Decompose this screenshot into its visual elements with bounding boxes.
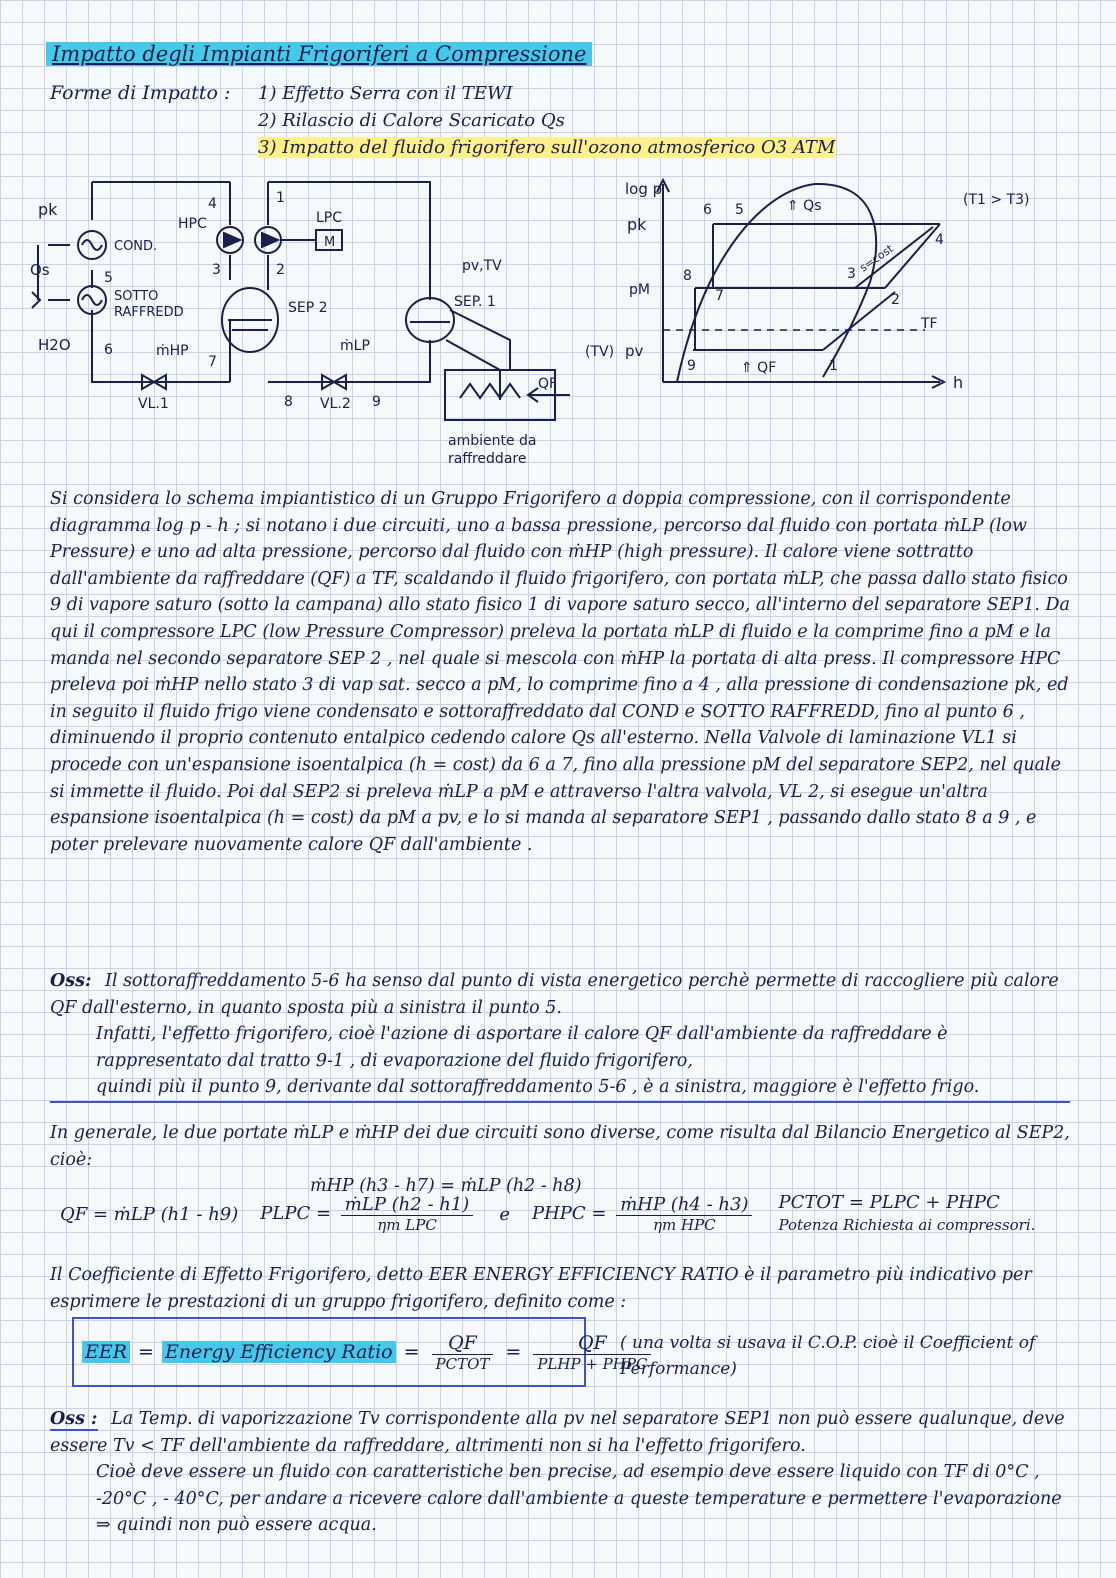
forme-item-3-text: 3) Impatto del fluido frigorifero sull'ozono atmosferico O3 ATM: [258, 137, 836, 158]
schema-hpc-label: HPC: [178, 216, 207, 232]
eer-full-name: Energy Efficiency Ratio: [162, 1341, 396, 1363]
diag-point-8: 8: [683, 268, 692, 284]
diag-t1t3-label: (T1 > T3): [963, 192, 1030, 208]
schema-ambiente-1: ambiente da: [448, 433, 537, 449]
schema-node-9: 9: [372, 394, 381, 410]
schema-node-1: 1: [276, 190, 285, 206]
schema-pk-label: pk: [38, 200, 58, 219]
cop-note: ( una volta si usava il C.O.P. cioè il Coefficient of Performance): [620, 1333, 1036, 1379]
eer-eq-3: =: [505, 1341, 522, 1363]
forme-list: [258, 80, 835, 161]
bilancio-eq: ṁHP (h3 - h7) = ṁLP (h2 - h8): [310, 1176, 582, 1197]
oss-1-text-a: Il sottoraffreddamento 5-6 ha senso dal punto di vista energetico perchè permette di raccogliere più calore QF dall'esterno, in quanto sposta più a sinistra il punto 5.: [50, 971, 1059, 1018]
eer-formula-box: [72, 1317, 648, 1387]
schema-qs-label: Qs: [30, 261, 50, 279]
eer-eq-1: =: [138, 1341, 154, 1363]
schema-qf-label: QF: [538, 376, 558, 392]
diag-tf-label: TF: [921, 316, 938, 332]
schema-node-8: 8: [284, 394, 293, 410]
eer-intro-text: Il Coefficiente di Effetto Frigorifero, detto EER ENERGY EFFICIENCY RATIO è il parametro più indicativo per esprimere le prestazioni di un gruppo frigorifero, definito come :: [50, 1265, 1032, 1312]
diag-point-4: 4: [935, 232, 944, 248]
oss-2-text-a: La Temp. di vaporizzazione Tv corrispondente alla pv nel separatore SEP1 non può essere qualunque, deve essere Tv < TF dell'ambiente da raffreddare, altrimenti non si ha l'effetto frigorifero.: [50, 1409, 1065, 1456]
schema-ambiente-2: raffreddare: [448, 451, 527, 467]
schema-lpc-label: LPC: [316, 210, 343, 226]
diag-point-6: 6: [703, 202, 712, 218]
formula-ptot-block: [778, 1192, 1035, 1236]
diag-pm-label: pM: [629, 282, 650, 298]
formula-phpc-num: ṁHP (h4 - h3): [616, 1194, 752, 1216]
schema-mhp-label: ṁHP: [156, 343, 189, 359]
schema-node-5: 5: [104, 270, 113, 286]
formula-phpc-lhs: PHPC =: [531, 1203, 607, 1224]
formule-potenze: [60, 1192, 1060, 1236]
oss-2-tag: Oss :: [50, 1409, 98, 1429]
diag-point-7: 7: [715, 288, 724, 304]
formula-phpc: [532, 1194, 757, 1234]
paragrafo-1: Si considera lo schema impiantistico di un Gruppo Frigorifero a doppia compressione, con il corrispondente diagramma log p - h ; si notano i due circuiti, uno a bassa pressione, percorso dal fluido con portata ṁLP (low Pressure) e uno ad alta pressione, percorso dal fluido con ṁHP (high pressure). Il calore viene sottratto dall'ambiente da raffreddare (QF) a TF, scaldando il fluido frigorifero, con portata ṁLP, che passa dallo stato fisico 9 di vapore saturo (sotto la campana) allo stato fisico 1 di vapore saturo secco, all'interno del separatore SEP1. Da qui il compressore LPC (low Pressure Compressor) preleva la portata ṁLP di fluido e la comprime fino a pM e la manda nel secondo separatore SEP 2 , nel quale si mescola con ṁHP la portata di alta press. Il compressore HPC preleva poi ṁHP nello stato 3 di vap sat. secco a pM, lo comprime fino a 4 , alla pressione di condensazione pk, ed in seguito il fluido frigo viene condensato e sottoraffreddato dal COND e SOTTO RAFFREDD, fino al punto 6 , diminuendo il proprio contenuto entalpico cedendo calore Qs all'esterno. Nella Valvole di laminazione VL1 si procede con un'espansione isoentalpica (h = cost) da 6 a 7, fino alla pressione pM del separatore SEP2, nel quale si immette il fluido. Poi dal SEP2 si preleva ṁLP a pM e attraverso l'altra valvola, VL 2, si esegue un'altra espansione isoentalpica (h = cost) da pM a pv, e lo si manda al separatore SEP1 , passando dallo stato 8 a 9 , e poter prelevare nuovamente calore QF dall'ambiente .: [50, 489, 1070, 855]
formula-plpc-den: ηm LPC: [377, 1216, 437, 1234]
schema-mlp-label: ṁLP: [340, 338, 370, 354]
formula-plpc: [260, 1194, 477, 1234]
schema-pvtv-label: pv,TV: [462, 258, 502, 274]
oss-2-text-b: Cioè deve essere un fluido con caratteristiche ben precise, ad esempio deve essere liquido con TF di 0°C , -20°C , - 40°C, per andare a ricevere calore dall'ambiente a queste temperature e permettere l'evaporazione ⇒ quindi non può essere acqua.: [96, 1462, 1062, 1536]
diag-logp-label: log p: [625, 180, 663, 198]
diag-qs-label: ⇑ Qs: [787, 198, 822, 214]
diag-point-5: 5: [735, 202, 744, 218]
schema-m-label: M: [324, 235, 336, 250]
diag-pv-label: pv: [625, 342, 644, 360]
diag-point-9: 9: [687, 358, 696, 374]
formula-phpc-den: ηm HPC: [653, 1216, 716, 1234]
page-title: Impatto degli Impianti Frigoriferi a Compressione: [46, 42, 592, 66]
eer-num-2: QF: [533, 1332, 651, 1355]
schema-node-6: 6: [104, 342, 113, 358]
schema-node-3: 3: [212, 262, 221, 278]
diagramma-logp-h: [585, 172, 1055, 402]
schema-node-7: 7: [208, 354, 217, 370]
schema-node-4: 4: [208, 196, 217, 212]
eer-label: EER: [82, 1341, 130, 1363]
diag-scost-label: s=cost: [857, 242, 896, 275]
oss-1-text-b: Infatti, l'effetto frigorifero, cioè l'azione di asportare il calore QF dall'ambiente da raffreddare è rappresentato dal tratto 9-1 , di evaporazione del fluido frigorifero,: [96, 1024, 948, 1071]
bilancio: [50, 1120, 1070, 1200]
eer-intro: [50, 1262, 1070, 1315]
bilancio-testo: In generale, le due portate ṁLP e ṁHP dei due circuiti sono diverse, come risulta dal Bilancio Energetico al SEP2, cioè:: [50, 1123, 1070, 1170]
schema-sep2-label: SEP 2: [288, 300, 328, 316]
formula-plpc-lhs: PLPC =: [260, 1203, 332, 1224]
forme-item-1: 1) Effetto Serra con il TEWI: [258, 83, 513, 104]
schema-h2o-label: H2O: [38, 336, 71, 354]
schema-node-2: 2: [276, 262, 285, 278]
schema-vl1-label: VL.1: [138, 396, 169, 412]
oss-1-tag: Oss:: [50, 971, 92, 991]
oss-1-text-c: quindi più il punto 9, derivante dal sottoraffreddamento 5-6 , è a sinistra, maggiore è l'effetto frigo.: [50, 1074, 1070, 1103]
diag-point-2: 2: [891, 292, 900, 308]
eer-num-1: QF: [432, 1332, 494, 1355]
formula-qf: QF = ṁLP (h1 - h9): [60, 1203, 239, 1225]
oss-1: [50, 968, 1070, 1103]
formula-ptot: PCTOT = PLPC + PHPC: [778, 1192, 1000, 1213]
eer-den-2: PLHP + PHPC: [537, 1354, 648, 1373]
schema-impianto: [30, 170, 590, 480]
forme-item-2: 2) Rilascio di Calore Scaricato Qs: [258, 110, 565, 131]
forme-item-3: [258, 134, 835, 161]
forme-label: Forme di Impatto :: [50, 82, 231, 104]
formula-plpc-num: ṁLP (h2 - h1): [341, 1194, 474, 1216]
diag-h-label: h: [953, 373, 964, 392]
diag-tv-label: (TV): [585, 344, 615, 360]
diag-qf-label: ⇑ QF: [741, 360, 777, 376]
eer-eq-2: =: [403, 1341, 420, 1363]
paragrafo-descrizione: [50, 486, 1070, 858]
schema-sep1-label: SEP. 1: [454, 294, 496, 310]
diag-point-3: 3: [847, 266, 856, 282]
oss-2: [50, 1406, 1070, 1539]
schema-vl2-label: VL.2: [320, 396, 351, 412]
diag-pk-label: pk: [627, 215, 647, 234]
formula-ptot-note: Potenza Richiesta ai compressori.: [778, 1216, 1036, 1234]
diag-point-1: 1: [829, 358, 838, 374]
schema-cond-label: COND.: [114, 239, 158, 254]
formula-e: e: [499, 1203, 510, 1225]
schema-sotto-label: SOTTO: [114, 289, 159, 304]
eer-den-1: PCTOT: [435, 1354, 490, 1373]
schema-raffredd-label: RAFFREDD: [114, 305, 184, 320]
